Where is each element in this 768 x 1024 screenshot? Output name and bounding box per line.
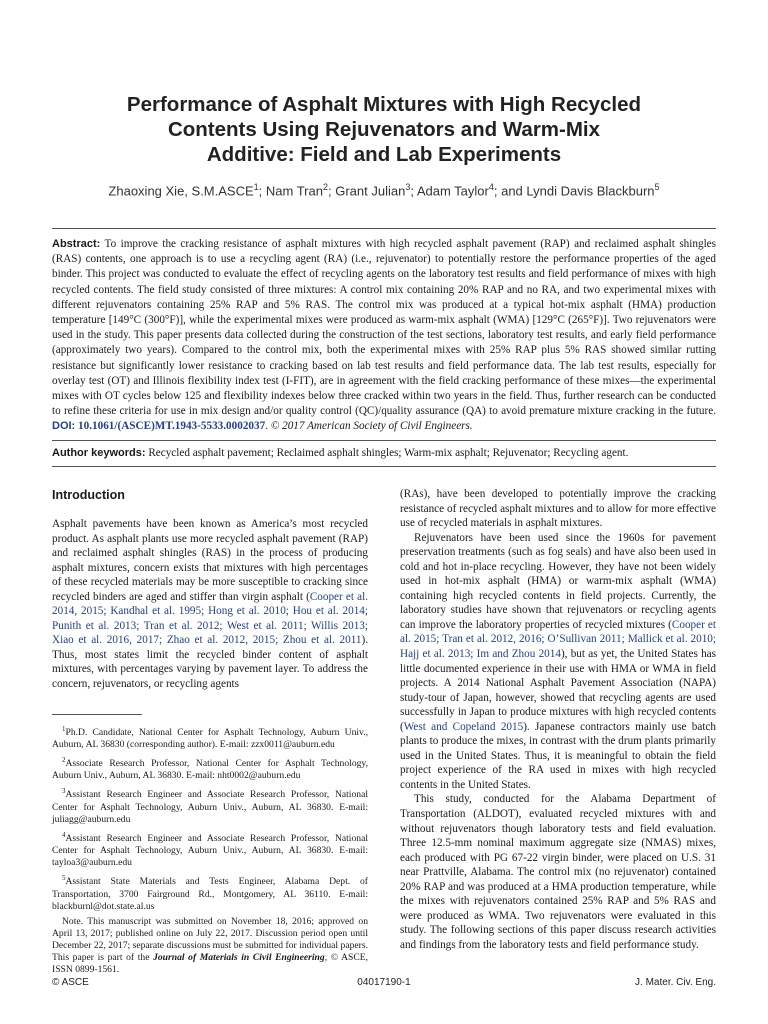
footnote-text: Ph.D. Candidate, National Center for Asphalt Technology, Auburn Univ., Auburn, AL 36830 (corresponding author). E-mail: zzx0011@auburn.edu	[52, 726, 368, 750]
footnote-mark: 3	[62, 787, 66, 796]
footnote	[52, 754, 368, 782]
footnote-mark: 2	[62, 755, 66, 764]
footnote	[52, 723, 368, 751]
title-line: Performance of Asphalt Mixtures with High Recycled	[126, 93, 642, 116]
intro-paragraph	[52, 517, 368, 692]
author-name: Zhaoxing Xie, S.M.ASCE	[108, 183, 254, 199]
body-text: Rejuvenators have been used since the 1960s for pavement preservation treatments (such as fog seals) and have also been used in cold and hot in-place recycling. However, they have not been widely used in hot-mix asphalt (HMA) or warm-mix asphalt (WMA) containing high recycled contents in field projects. Currently, the laboratory studies have shown that rejuvenators or recycling agents can improve the laboratory properties of recycled mixtures (	[400, 531, 716, 631]
author-name: ; Grant Julian	[327, 183, 406, 199]
footnote-text: Assistant State Materials and Tests Engineer, Alabama Dept. of Transportation, 3700 Fairground Rd., Montgomery, AL 36110. E-mail: blackburnl@dot.state.al.us	[52, 876, 368, 912]
intro-text: Asphalt pavements have been known as America’s most recycled product. As asphalt plants use more recycled asphalt pavement (RAP) and reclaimed asphalt shingles (RAS) in the process of producing asphalt mixtures, concern exists that mixtures with high percentages of these recycled materials may be more susceptible to cracking since recycled binders are aged and stiffer than virgin asphalt (	[52, 518, 368, 603]
abstract: Abstract: To improve the cracking resistance of asphalt mixtures with high recycled asphalt pavement (RAP) and reclaimed asphalt shingles (RAS) contents, one approach is to use a recycling agent (RA) (i.e., rejuvenator) to potentially restore the performance properties of the aged binder. This project was conducted to evaluate the effect of recycling agents on the laboratory test results and field performance of mixes with high recycled contents. The field study consisted of three mixtures: A control mix containing 20% RAP and no RA, and two experimental mixes with different rejuvenators containing 25% RAP and 5% RAS. The control mix was produced at a typical hot-mix asphalt (HMA) production temperature [149°C (300°F)], while the experimental mixes were produced as warm-mix asphalt (WMA) [129°C (265°F)]. Two rejuvenators were used in the study. This paper presents data collected during the construction of the test sections, laboratory test results, and early field performance (approximately two years). Compared to the control mix, both the experimental mixes with 25% RAP plus 5% RAS showed similar rutting resistance but significantly lower resistance to cracking based on lab test results and field performance data. The lab test results, especially for overlay test (OT) and Illinois flexibility index test (I-FIT), are in agreement with the field cracking performance of these mixes—the experimental mixes with OT cycles below 125 and flexibility indexes below three cracked within two years in the field. Thus, further research can be conducted to refine these criteria for use in mix design and/or quality control (QC)/quality assurance (QA) to avoid premature mixture cracking in the future. DOI: 10.1061/(ASCE)MT.1943-5533.0002037. © 2017 American Society of Civil Engineers.	[52, 238, 716, 433]
author-name: ; Adam Taylor	[410, 183, 489, 199]
publisher-copyright: © ASCE	[52, 977, 89, 988]
footnote-mark: 5	[62, 874, 66, 883]
article-number: 04017190-1	[357, 977, 411, 988]
copyright-notice: © 2017 American Society of Civil Engineers.	[270, 420, 473, 433]
author-affiliation-mark: 1	[253, 182, 259, 192]
author-affiliation-mark: 3	[405, 182, 411, 192]
footnote-rule	[52, 714, 142, 715]
body-paragraph: This study, conducted for the Alabama Department of Transportation (ALDOT), evaluated recycled mixtures with and without rejuvenators though laboratory tests and field evaluation. Three 12.5-mm nominal maximum aggregate size (NMAS) mixes, each produced with PG 67-22 virgin binder, were placed on U.S. 31 near Prattville, Alabama. The control mix (no rejuvenator) contained 20% RAP and was produced at a HMA production temperature, while the mixes with rejuvenators contained 25% RAP and 5% RAS and were produced as WMA. Two rejuvenators were evaluated in this study. The following sections of this paper discuss research activities and findings from the laboratory tests and field performance study.	[400, 793, 716, 951]
abstract-top-rule	[52, 228, 716, 229]
body-text: ), but as yet, the United States has little documented experience in their use with HMA or WMA in field projects. A 2014 National Asphalt Pavement Association (NAPA) study-tour of Japan, however, showed that recycling agents are used successfully in Japan to produce mixtures with high recycled contents (	[400, 648, 716, 733]
footnote	[52, 785, 368, 825]
title-line: Contents Using Rejuvenators and Warm-Mix	[167, 118, 601, 141]
citation-link[interactable]: West and Copeland 2015	[403, 720, 524, 733]
title-line: Additive: Field and Lab Experiments	[206, 143, 562, 166]
footnote-text: Assistant Research Engineer and Associate Research Professor, National Center for Asphalt Technology, Auburn Univ., Auburn, AL 36830. E-mail: juliagg@auburn.edu	[52, 789, 368, 825]
body-text: ). Japanese contractors mainly use batch plants to produce the mixes, in contrast with the drum plants primarily used in the United States. Thus, it is meaningful to obtain the field project experience of the RA used in mixes with high recycled contents in the United States.	[400, 720, 716, 791]
manuscript-note	[52, 916, 368, 976]
abstract-text: To improve the cracking resistance of asphalt mixtures with high recycled asphalt pavement (RAP) and reclaimed asphalt shingles (RAS) contents, one approach is to use a recycling agent (RA) (i.e., rejuvenator) to potentially restore the performance properties of the aged binder. This project was conducted to evaluate the effect of recycling agents on the laboratory test results and field performance of mixes with high recycled contents. The field study consisted of three mixtures: A control mix containing 20% RAP and no RA, and two experimental mixes with different rejuvenators containing 25% RAP and 5% RAS. The control mix was produced at a typical hot-mix asphalt (HMA) production temperature [149°C (300°F)], while the experimental mixes were produced as warm-mix asphalt (WMA) [129°C (265°F)]. Two rejuvenators were used in the study. This paper presents data collected during the construction of the test sections, laboratory test results, and early field performance (approximately two years). Compared to the control mix, both the experimental mixes with 25% RAP plus 5% RAS showed similar rutting resistance but significantly lower resistance to cracking based on lab test results and field performance data. The lab test results, especially for overlay test (OT) and Illinois flexibility index test (I-FIT), are in agreement with the field cracking performance of these mixes—the experimental mixes with OT cycles below 125 and flexibility indexes below three cracked within two years in the field. Thus, further research can be conducted to refine these criteria for use in mix design and/or quality control (QC)/quality assurance (QA) to avoid premature mixture cracking in the future.	[52, 238, 716, 418]
author-keywords	[52, 446, 716, 461]
footnote	[52, 829, 368, 869]
body-paragraph: (RAs), have been developed to potentially improve the cracking resistance of recycled asphalt mixtures and to allow for more effective use of recycled materials in asphalt mixtures.	[400, 488, 716, 530]
author-name: ; Nam Tran	[258, 183, 323, 199]
footnote-mark: 4	[62, 830, 66, 839]
citation-link[interactable]: Cooper et al. 2015; Tran et al. 2012, 2016; O’Sullivan 2011; Mallick et al. 2010; Hajj et al. 2013; Im and Zhou 2014	[400, 618, 716, 661]
page-footer	[52, 977, 716, 991]
author-list	[40, 182, 728, 198]
footnote-text: Assistant Research Engineer and Associate Research Professor, National Center for Asphalt Technology, Auburn Univ., Auburn, AL 36830. E-mail: tayloa3@auburn.edu	[52, 832, 368, 869]
journal-name: Journal of Materials in Civil Engineering	[153, 952, 325, 963]
abstract-label: Abstract:	[52, 238, 101, 250]
author-affiliation-mark: 2	[322, 182, 328, 192]
author-name: ; and Lyndi Davis Blackburn	[493, 183, 655, 199]
doi-link[interactable]: 10.1061/(ASCE)MT.1943-5533.0002037	[78, 420, 266, 433]
keywords-rule	[52, 440, 716, 441]
footnote-text: Associate Research Professor, National Center for Asphalt Technology, Auburn Univ., Auburn, AL 36830. E-mail: nht0002@auburn.edu	[52, 758, 368, 782]
intro-text: ). Thus, most states limit the recycled binder content of asphalt mixtures, with percentages varying by pavement layer. To address the concern, rejuvenators, or recycling agents	[52, 634, 368, 691]
author-affiliation-mark: 5	[654, 182, 660, 192]
author-affiliation-mark: 4	[488, 182, 494, 192]
doi-label: DOI:	[52, 420, 76, 433]
paper-title	[70, 92, 698, 167]
section-heading-introduction: Introduction	[52, 488, 125, 502]
keywords-label: Author keywords:	[52, 447, 146, 459]
note-text: , © ASCE, ISSN 0899-1561.	[52, 952, 368, 976]
keywords-text: Recycled asphalt pavement; Reclaimed asphalt shingles; Warm-mix asphalt; Rejuvenator; Recycling agent.	[145, 447, 629, 459]
note-text: Note. This manuscript was submitted on November 18, 2016; approved on April 13, 2017; published online on July 22, 2017. Discussion period open until December 22, 2017; separate discussions must be submitted for individual papers. This paper is part of the	[52, 915, 368, 963]
keywords-bottom-rule	[52, 466, 716, 467]
citation-link[interactable]: Cooper et al. 2014, 2015; Kandhal et al. 1995; Hong et al. 2010; Hou et al. 2014; Punith et al. 2013; Tran et al. 2012; West et al. 2011; Willis 2013; Xiao et al. 2016, 2017; Zhao et al. 2012, 2015; Zhou et al. 2011	[52, 590, 368, 647]
footnote	[52, 872, 368, 912]
right-column	[400, 487, 716, 953]
left-column	[52, 488, 368, 979]
footnote-mark: 1	[62, 724, 66, 733]
body-paragraph	[400, 531, 716, 793]
journal-abbreviation: J. Mater. Civ. Eng.	[635, 977, 716, 988]
